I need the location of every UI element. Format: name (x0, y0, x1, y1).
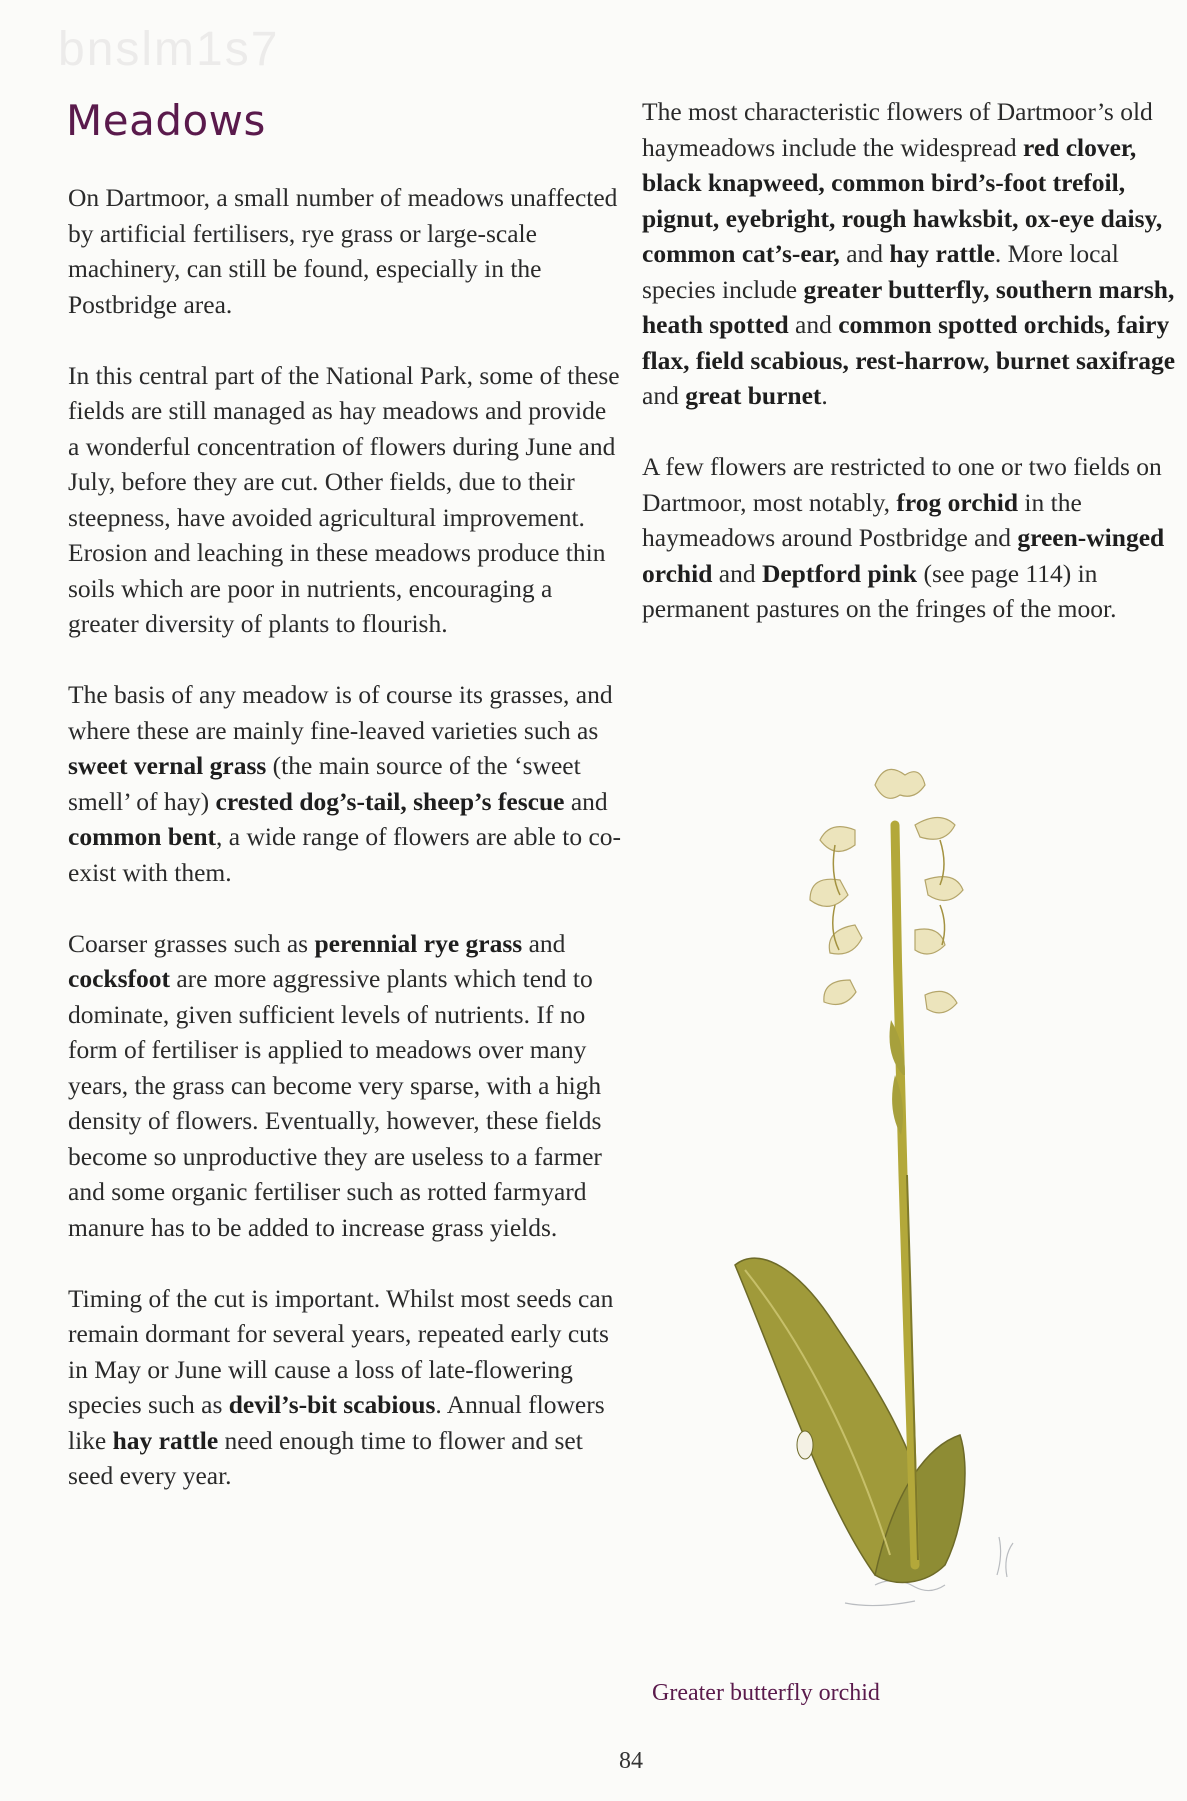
bold-term: perennial rye grass (314, 928, 523, 958)
bold-term: great burnet (685, 381, 822, 410)
text-run: . (821, 381, 828, 410)
page-title: Meadows (66, 96, 266, 145)
paragraph (68, 677, 623, 890)
text-run: A few flowers are restricted to one or two fields on Dartmoor, most notably, (642, 452, 1162, 517)
text-run: (the main source of the ‘sweet smell’ of hay) (68, 751, 581, 816)
orchid-illustration (725, 745, 1050, 1625)
paragraph (68, 1281, 623, 1494)
text-run: and (839, 239, 890, 268)
bold-term: hay rattle (889, 239, 995, 268)
text-run: and (564, 786, 608, 816)
ghost-watermark: bnslm1s7 (58, 23, 280, 76)
text-run: Timing of the cut is important. Whilst most seeds can remain dormant for several years, repeated early cuts in May or June will cause a loss of late-flowering species such as (68, 1283, 614, 1419)
text-run: and (642, 381, 686, 410)
paragraph (642, 94, 1187, 414)
text-run: The most characteristic flowers of Dartmoor’s old haymeadows include the widespread (642, 97, 1153, 162)
text-run: . More local species include (642, 239, 1119, 304)
bold-term: devil’s-bit scabious (228, 1390, 436, 1419)
text-run: and (712, 558, 762, 588)
text-run: need enough time to flower and set seed every year. (68, 1425, 583, 1490)
leaf-spot (797, 1431, 813, 1459)
text-run: In this central part of the National Park, some of these fields are still managed as hay meadows and provide a wonderful concentration of flowers during June and July, before they are cut. Other fields, due to their steepness, have avoided agricultural improvement. Erosion and leaching in these meadows produce thin soils which are poor in nutrients, encouraging a greater diversity of plants to flourish. (68, 360, 620, 638)
text-run: , a wide range of flowers are able to co-exist with them. (68, 822, 622, 887)
bold-term: frog orchid (896, 487, 1019, 517)
bold-term: crested dog’s-tail, sheep’s fescue (215, 786, 565, 816)
left-column (68, 180, 623, 1529)
bold-term: greater butterfly, southern marsh, heath spotted (642, 274, 1175, 339)
paragraph (68, 926, 623, 1246)
text-run: in the haymeadows around Postbridge and (642, 487, 1082, 552)
bold-term: common spotted orchids, fairy flax, field scabious, rest-harrow, burnet saxifrage (642, 310, 1176, 375)
paragraph (642, 449, 1187, 627)
text-run: are more aggressive plants which tend to dominate, given sufficient levels of nutrients. If no form of fertiliser is applied to meadows over many years, the grass can become very sparse, with a high density of flowers. Eventually, however, these fields become so unproductive they are useless to a farmer and some organic fertiliser such as rotted farmyard manure has to be added to increase grass yields. (68, 964, 602, 1242)
flower-cluster (810, 769, 963, 1012)
text-run: (see page 114) in permanent pastures on the fringes of the moor. (642, 558, 1117, 623)
paragraph (68, 358, 623, 642)
bold-term: common bent (68, 822, 217, 851)
text-run: Coarser grasses such as (68, 928, 315, 958)
text-run: . Annual flowers like (68, 1390, 605, 1455)
text-run: The basis of any meadow is of course its grasses, and where these are mainly fine-leaved varieties such as (68, 680, 613, 745)
text-run: and (522, 928, 566, 958)
bold-term: red clover, black knapweed, common bird’s-foot trefoil, pignut, eyebright, rough hawksbit, ox-eye daisy, common cat’s-ear, (642, 132, 1163, 268)
page-number: 84 (619, 1748, 643, 1774)
bold-term: Deptford pink (761, 558, 918, 588)
bold-term: sweet vernal grass (68, 751, 267, 780)
paragraph (68, 180, 623, 322)
bold-term: green-winged orchid (642, 523, 1165, 588)
bold-term: cocksfoot (68, 964, 170, 993)
right-column (642, 94, 1187, 662)
text-run: On Dartmoor, a small number of meadows unaffected by artificial fertilisers, rye grass or large-scale machinery, can still be found, especially in the Postbridge area. (68, 183, 618, 319)
bold-term: hay rattle (112, 1425, 219, 1455)
text-run: and (788, 310, 839, 339)
figure-caption: Greater butterfly orchid (652, 1680, 880, 1706)
